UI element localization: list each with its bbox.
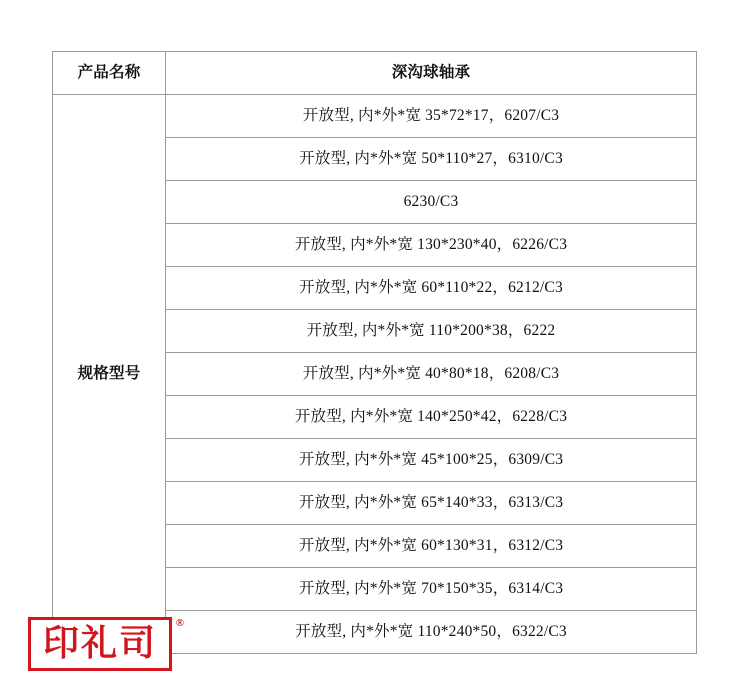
row-value-spec-1: 开放型, 内*外*宽 35*72*17，6207/C3 <box>166 95 697 138</box>
product-spec-table <box>52 51 697 654</box>
row-value-spec-3: 6230/C3 <box>166 181 697 224</box>
row-value-spec-4: 开放型, 内*外*宽 130*230*40，6226/C3 <box>166 224 697 267</box>
brand-name-text: 印礼司 <box>42 623 157 663</box>
row-value-spec-6: 开放型, 内*外*宽 110*200*38，6222 <box>166 310 697 353</box>
row-label-product-name: 产品名称 <box>53 52 166 95</box>
row-value-spec-9: 开放型, 内*外*宽 45*100*25，6309/C3 <box>166 439 697 482</box>
brand-stamp-box <box>28 617 172 671</box>
row-value-spec-8: 开放型, 内*外*宽 140*250*42，6228/C3 <box>166 396 697 439</box>
row-value-product-name: 深沟球轴承 <box>166 52 697 95</box>
registered-trademark-icon: ® <box>175 617 184 629</box>
row-value-spec-7: 开放型, 内*外*宽 40*80*18，6208/C3 <box>166 353 697 396</box>
table-row <box>53 52 697 95</box>
row-value-spec-5: 开放型, 内*外*宽 60*110*22，6212/C3 <box>166 267 697 310</box>
row-value-spec-2: 开放型, 内*外*宽 50*110*27，6310/C3 <box>166 138 697 181</box>
brand-watermark <box>28 617 184 675</box>
row-value-spec-11: 开放型, 内*外*宽 60*130*31，6312/C3 <box>166 525 697 568</box>
row-value-spec-13: 开放型, 内*外*宽 110*240*50，6322/C3 <box>166 611 697 654</box>
table-row <box>53 95 697 138</box>
row-label-spec-model: 规格型号 <box>53 95 166 654</box>
row-value-spec-12: 开放型, 内*外*宽 70*150*35，6314/C3 <box>166 568 697 611</box>
row-value-spec-10: 开放型, 内*外*宽 65*140*33，6313/C3 <box>166 482 697 525</box>
